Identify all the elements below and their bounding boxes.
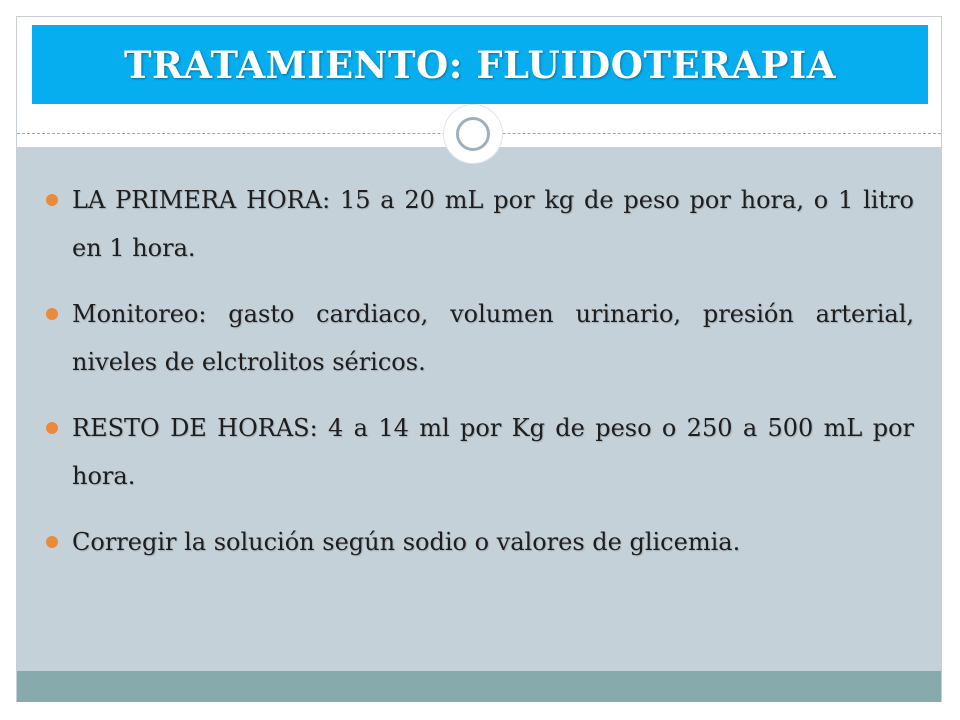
bullet-text: Monitoreo: gasto cardiaco, volumen urinario, presión arterial, niveles de elctrolitos séricos. — [72, 300, 914, 376]
bullet-text: Corregir la solución según sodio o valores de glicemia. — [72, 528, 741, 556]
title-bar — [32, 25, 928, 104]
bullet-item-monitoreo — [46, 290, 914, 386]
bullet-item-resto-de-horas — [46, 404, 914, 500]
bullet-text: LA PRIMERA HORA: 15 a 20 mL por kg de peso por hora, o 1 litro en 1 hora. — [72, 186, 914, 262]
ring-ornament-inner — [456, 117, 490, 151]
bullet-item-corregir — [46, 518, 914, 566]
footer-bar — [17, 671, 941, 702]
round-bullet-icon — [46, 536, 58, 548]
bullet-item-primera-hora — [46, 176, 914, 272]
bullet-text: RESTO DE HORAS: 4 a 14 ml por Kg de peso o 250 a 500 mL por hora. — [72, 414, 914, 490]
round-bullet-icon — [46, 308, 58, 320]
bullet-list — [46, 176, 914, 584]
round-bullet-icon — [46, 422, 58, 434]
round-bullet-icon — [46, 194, 58, 206]
slide-title: TRATAMIENTO: FLUIDOTERAPIA — [124, 42, 836, 87]
